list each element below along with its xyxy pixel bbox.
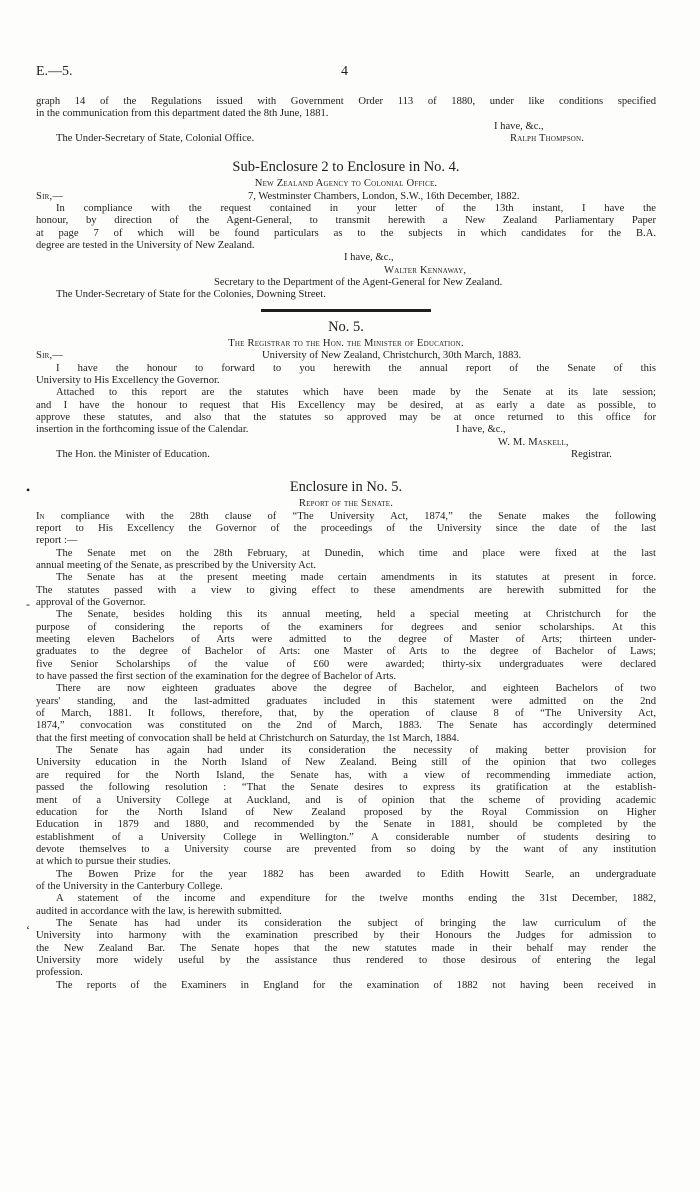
text-line: University to His Excellency the Governor. (36, 374, 220, 386)
section-code: E.—5. (36, 64, 73, 79)
text-line: University more widely useful by the assistance thus rendered to those desirous of entering the legal (36, 954, 656, 966)
text-line: The statutes passed with a view to giving effect to these amendments are herewith submitted for the (36, 584, 656, 596)
text-line: The Senate has again had under its consideration the necessity of making better provision for (56, 745, 656, 757)
text-line: report to His Excellency the Governor of the proceedings of the University since the date of the last (36, 522, 656, 534)
text-line: honour, by direction of the Agent-General, to transmit herewith a New Zealand Parliamentary Paper (36, 215, 656, 227)
section-title: Sub-Enclosure 2 to Enclosure in No. 4. (232, 159, 460, 176)
margin-mark: - (26, 597, 30, 611)
margin-mark: ‘ (26, 923, 30, 937)
text-line: five Senior Scholarships of the value of £60 were awarded; thirty-six undergraduates were declared (36, 658, 656, 670)
section-divider (261, 309, 431, 312)
text-line: approve these statutes, and also that the statutes so approved may be at once returned to this office for (36, 411, 656, 423)
enclosure-no5-section (36, 479, 656, 992)
text-line: of March, 1881. It follows, therefore, that, by the operation of clause 8 of “The University Act, (36, 708, 656, 720)
text-line: purpose of considering the reports of the examiners for degrees and senior scholarships. At this (36, 621, 656, 633)
text-line: at which to pursue their studies. (36, 856, 171, 868)
text-line: years' standing, and the last-admitted graduates included in this statement were admitted on the 2nd (36, 695, 656, 707)
text-line: the New Zealand Bar. The Senate hopes that the new statutes made in their behalf may render the (36, 942, 656, 954)
text-line: and I have the honour to request that His Excellency may be desired, at as early a date as possible, to (36, 399, 656, 411)
text-line: University education in the North Island of New Zealand. Being still of the opinion that two colleges (36, 757, 656, 769)
document-body (36, 96, 656, 992)
sub-enclosure-section (36, 159, 656, 301)
text-line: The reports of the Examiners in England for the examination of 1882 not having been received in (56, 979, 656, 991)
text-segment: compliance with the 28th clause of “The University Act, 1874,” the Senate makes the following (60, 510, 656, 522)
text-line: report :— (36, 535, 78, 547)
text-line: The Bowen Prize for the year 1882 has been awarded to Edith Howitt Searle, an undergraduate (56, 868, 656, 880)
closing: I have, &c., (494, 120, 544, 132)
signature: W. M. Maskell, (498, 436, 569, 448)
report-body (36, 511, 656, 992)
signer-title: Secretary to the Department of the Agent-General for New Zealand. (214, 277, 503, 289)
text-line: 1874,” convocation was constituted on the 2nd of March, 1883. The Senate has accordingly determined (36, 720, 656, 732)
text-line: The Senate has at the present meeting made certain amendments in its statutes at present in force. (56, 572, 656, 584)
text-line: graph 14 of the Regulations issued with Government Order 113 of 1880, under like conditions specified (36, 96, 656, 107)
signature: Ralph Thompson. (510, 133, 585, 145)
addressee: The Hon. the Minister of Education. (56, 448, 210, 460)
text-line: Attached to this report are the statutes which have been made by the Senate at its late session; (56, 387, 656, 399)
text-line: in the communication from this department dated the 8th June, 1881. (36, 108, 329, 120)
text-line: devote themselves to a University course are prevented from so doing by the want of any institution (36, 843, 656, 855)
drop-cap: In (36, 510, 45, 522)
margin-mark: • (26, 483, 31, 497)
text-line: audited in accordance with the law, is herewith submitted. (36, 905, 282, 917)
text-line: education for the North Island of New Zealand proposed by the Royal Commission on Higher (36, 806, 656, 818)
letter-address: University of New Zealand, Christchurch, 30th March, 1883. (262, 350, 522, 362)
no5-section (36, 319, 656, 461)
closing: I have, &c., (456, 424, 506, 436)
text-line: insertion in the forthcoming issue of the Calendar. (36, 424, 249, 436)
text-line: The Senate met on the 28th February, at Dunedin, which time and place were fixed at the last (56, 547, 656, 559)
text-line: of the University in the Canterbury College. (36, 880, 223, 892)
from-to-line: New Zealand Agency to Colonial Office. (254, 178, 438, 190)
section-title: Enclosure in No. 5. (289, 479, 403, 496)
salutation: Sir,— (36, 350, 64, 362)
text-line (36, 511, 656, 523)
text-line: Education in 1879 and 1880, and recommended by the Senate in 1881, should be completed by the (36, 819, 656, 831)
continuation-block (36, 96, 656, 145)
text-line: approval of the Governor. (36, 597, 146, 608)
text-line: that the first meeting of convocation shall be held at Christchurch on Saturday, the 1st March, 1884. (36, 732, 460, 744)
letter-address: 7, Westminster Chambers, London, S.W., 16th December, 1882. (248, 190, 520, 202)
signer-title: Registrar. (571, 448, 612, 460)
text-line: profession. (36, 967, 83, 979)
text-line: There are now eighteen graduates above the degree of Bachelor, and eighteen Bachelors of two (56, 683, 656, 695)
salutation: Sir,— (36, 190, 64, 202)
text-line: meeting eleven Bachelors of Arts were admitted to the degree of Master of Arts; thirteen under- (36, 634, 656, 646)
signature: Walter Kennaway, (384, 264, 467, 276)
section-title: No. 5. (328, 318, 364, 335)
text-line: ment of a University College at Auckland, and is of opinion that the scheme of providing academic (36, 794, 656, 806)
text-line: The Senate, besides holding this its annual meeting, held a special meeting at Christchurch for the (56, 609, 656, 621)
text-line: are required for the North Island, the Senate has, with a view of recommending immediate action, (36, 769, 656, 781)
text-line: degree are tested in the University of New Zealand. (36, 240, 255, 252)
text-line: In compliance with the request contained in your letter of the 13th instant, I have the (56, 203, 656, 215)
text-line: graduates to the degree of Bachelor of Arts: one Master of Arts to the degree of Bachelor of Laws; (36, 646, 656, 658)
addressee: The Under-Secretary of State for the Colonies, Downing Street. (56, 289, 326, 301)
text-line: annual meeting of the Senate, as prescribed by the University Act. (36, 559, 317, 571)
text-line: University into harmony with the examination prescribed by their Honours the Judges for admission to (36, 930, 656, 942)
text-line: passed the following resolution : “That the Senate desires to express its gratification at the establish- (36, 782, 656, 794)
from-to-line: The Registrar to the Hon. the Minister of Education. (228, 337, 464, 349)
text-line: The Senate has had under its consideration the subject of bringing the law curriculum of the (56, 917, 656, 929)
section-subtitle: Report of the Senate. (298, 498, 394, 510)
text-line: at page 7 of which will be found particulars as to the subjects in which candidates for the B.A. (36, 227, 656, 239)
page-number: 4 (341, 64, 348, 79)
addressee: The Under-Secretary of State, Colonial Office. (56, 133, 255, 145)
text-line: I have the honour to forward to you herewith the annual report of the Senate of this (56, 362, 656, 374)
text-line: A statement of the income and expenditure for the twelve months ending the 31st December, 1882, (56, 893, 656, 905)
text-line: establishment of a University College in Wellington.” A considerable number of students desiring to (36, 831, 656, 843)
closing: I have, &c., (344, 252, 394, 264)
text-line: to have passed the first section of the examination for the degree of Bachelor of Arts. (36, 671, 397, 683)
